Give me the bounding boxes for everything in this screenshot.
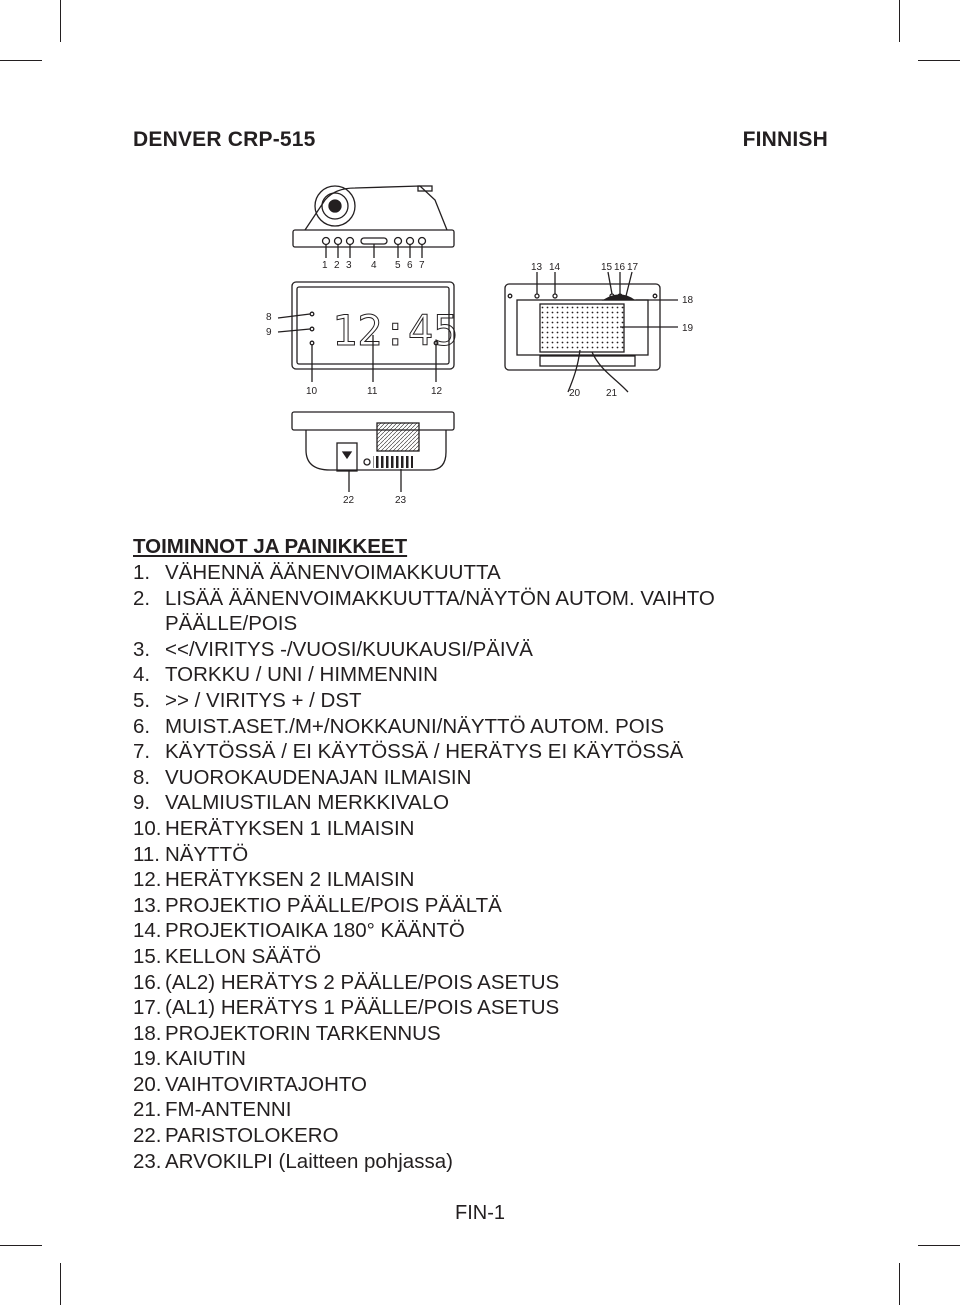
- page-number: FIN-1: [455, 1202, 505, 1224]
- document-brand: DENVER CRP-515: [133, 128, 316, 151]
- item-number: 3.: [133, 637, 151, 661]
- item-text: HERÄTYKSEN 2 ILMAISIN: [165, 868, 415, 892]
- item-text: VAIHTOVIRTAJOHTO: [165, 1072, 367, 1096]
- callout-label: 7: [419, 260, 425, 271]
- callout-label: 11: [367, 386, 378, 397]
- item-number: 4.: [133, 663, 151, 687]
- function-list-item: [133, 1021, 853, 1047]
- item-number: 14.: [133, 919, 162, 943]
- item-text: KAIUTIN: [165, 1047, 246, 1071]
- callout-label: 16: [614, 262, 626, 273]
- item-text: LISÄÄ ÄÄNENVOIMAKKUUTTA/NÄYTÖN AUTOM. VAIHTO: [165, 586, 715, 610]
- item-number: 22.: [133, 1124, 162, 1148]
- callout-label: 6: [407, 260, 413, 271]
- item-text: FM-ANTENNI: [165, 1098, 292, 1122]
- bottom-view-callouts: [343, 495, 407, 506]
- rear-view: [505, 272, 678, 392]
- item-number: 1.: [133, 561, 151, 584]
- function-list: [133, 560, 853, 1174]
- bottom-view: [292, 412, 454, 492]
- item-text: KÄYTÖSSÄ / EI KÄYTÖSSÄ / HERÄTYS EI KÄYTÖSSÄ: [165, 740, 684, 764]
- function-list-item: [133, 586, 853, 612]
- item-text: TORKKU / UNI / HIMMENNIN: [165, 663, 438, 687]
- function-list-item: [133, 1123, 853, 1149]
- crop-mark: [918, 1245, 960, 1246]
- front-view: [278, 282, 458, 382]
- function-list-item: [133, 816, 853, 842]
- callout-label: 21: [606, 388, 618, 399]
- item-text: PROJEKTORIN TARKENNUS: [165, 1021, 441, 1045]
- item-text: <</VIRITYS -/VUOSI/KUUKAUSI/PÄIVÄ: [165, 637, 533, 661]
- function-list-item: [133, 893, 853, 919]
- item-text: PARISTOLOKERO: [165, 1124, 339, 1148]
- function-list-item: [133, 637, 853, 663]
- item-number: 21.: [133, 1098, 162, 1122]
- function-list-item: [133, 611, 853, 637]
- item-number: 17.: [133, 996, 162, 1020]
- callout-label: 2: [334, 260, 340, 271]
- item-text: ARVOKILPI (Laitteen pohjassa): [165, 1149, 453, 1173]
- display-time: 12:45: [332, 306, 459, 355]
- function-list-item: [133, 714, 853, 740]
- item-text: MUIST.ASET./M+/NOKKAUNI/NÄYTTÖ AUTOM. POIS: [165, 714, 665, 738]
- function-list-item: [133, 1097, 853, 1123]
- item-number: 10.: [133, 816, 162, 840]
- section-title: TOIMINNOT JA PAINIKKEET: [133, 535, 408, 558]
- item-number: 12.: [133, 868, 162, 892]
- top-view-callouts: [322, 260, 425, 271]
- function-list-item: [133, 765, 853, 791]
- item-text: VÄHENNÄ ÄÄNENVOIMAKKUUTTA: [165, 561, 501, 584]
- function-list-item: [133, 662, 853, 688]
- callout-label: 12: [431, 386, 443, 397]
- function-list-item: [133, 739, 853, 765]
- function-list-item: [133, 1149, 853, 1175]
- function-list-item: [133, 1072, 853, 1098]
- item-text: (AL2) HERÄTYS 2 PÄÄLLE/POIS ASETUS: [165, 970, 560, 994]
- function-list-item: [133, 1046, 853, 1072]
- function-list-item: [133, 790, 853, 816]
- product-diagram: [0, 0, 960, 520]
- item-number: 2.: [133, 586, 151, 610]
- item-text: PROJEKTIOAIKA 180° KÄÄNTÖ: [165, 919, 465, 943]
- callout-label: 17: [627, 262, 639, 273]
- callout-label: 19: [682, 323, 694, 334]
- item-number: 6.: [133, 714, 151, 738]
- crop-mark: [0, 1245, 42, 1246]
- function-list-item: [133, 970, 853, 996]
- function-list-item: [133, 867, 853, 893]
- crop-mark: [60, 1263, 61, 1305]
- callout-label: 15: [601, 262, 613, 273]
- item-text: KELLON SÄÄTÖ: [165, 944, 322, 968]
- functions-section: [133, 534, 853, 1174]
- item-number: 23.: [133, 1149, 162, 1173]
- item-text: HERÄTYKSEN 1 ILMAISIN: [165, 816, 415, 840]
- item-number: 16.: [133, 970, 162, 994]
- item-number: 18.: [133, 1021, 162, 1045]
- item-number: 9.: [133, 791, 151, 815]
- item-text: PROJEKTIO PÄÄLLE/POIS PÄÄLTÄ: [165, 893, 502, 917]
- callout-label: 9: [266, 327, 272, 338]
- callout-label: 8: [266, 312, 272, 323]
- item-text: VUOROKAUDENAJAN ILMAISIN: [165, 765, 472, 789]
- item-number: 19.: [133, 1047, 162, 1071]
- crop-mark: [899, 1263, 900, 1305]
- function-list-item: [133, 944, 853, 970]
- callout-label: 22: [343, 495, 355, 506]
- item-number: 7.: [133, 740, 151, 764]
- callout-label: 5: [395, 260, 401, 271]
- item-text: (AL1) HERÄTYS 1 PÄÄLLE/POIS ASETUS: [165, 996, 560, 1020]
- item-text: VALMIUSTILAN MERKKIVALO: [165, 791, 450, 815]
- callout-label: 10: [306, 386, 318, 397]
- item-text: >> / VIRITYS + / DST: [165, 688, 362, 712]
- callout-label: 13: [531, 262, 543, 273]
- callout-label: 3: [346, 260, 352, 271]
- item-number: 13.: [133, 893, 162, 917]
- callout-label: 1: [322, 260, 328, 271]
- function-list-item: [133, 560, 853, 586]
- item-number: 15.: [133, 944, 162, 968]
- callout-label: 18: [682, 295, 694, 306]
- function-list-item: [133, 842, 853, 868]
- function-list-item: [133, 688, 853, 714]
- document-language: FINNISH: [742, 128, 828, 151]
- callout-label: 20: [569, 388, 581, 399]
- callout-label: 4: [371, 260, 377, 271]
- callout-label: 23: [395, 495, 407, 506]
- item-text: NÄYTTÖ: [165, 842, 249, 866]
- function-list-item: [133, 918, 853, 944]
- item-number: 8.: [133, 765, 151, 789]
- item-number: 20.: [133, 1072, 162, 1096]
- top-view: [293, 186, 454, 258]
- item-number: 11.: [133, 842, 160, 866]
- item-text: PÄÄLLE/POIS: [165, 612, 298, 636]
- item-number: 5.: [133, 688, 151, 712]
- callout-label: 14: [549, 262, 561, 273]
- function-list-item: [133, 995, 853, 1021]
